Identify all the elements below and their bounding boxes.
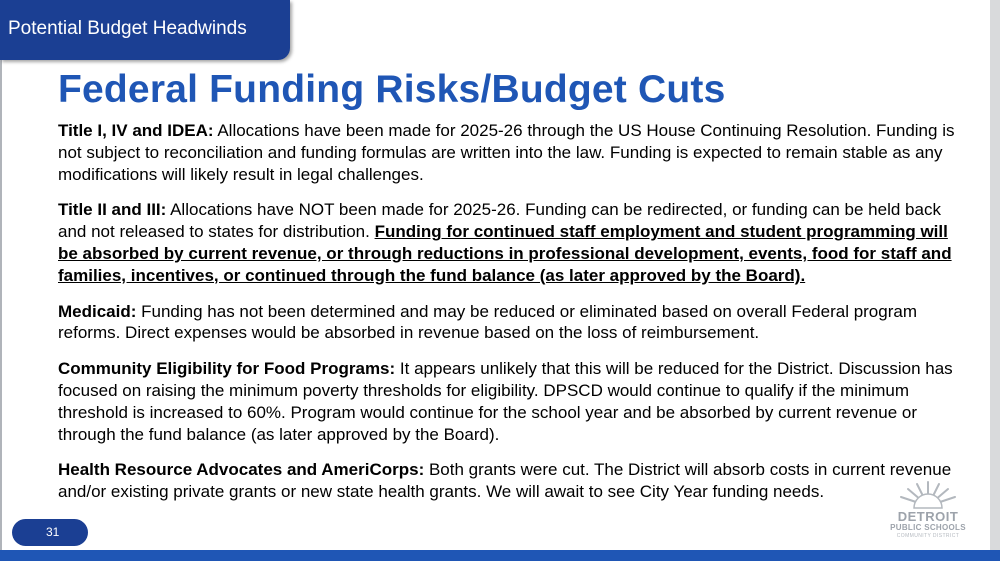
- paragraph-title-i-iv-idea: [58, 120, 958, 185]
- paragraph-emphasis: Funding for continued staff employment and student programming will be absorbed by current revenue, or through reductions in professional development, events, food for staff and families, incentives, or continued through the fund balance (as later approved by the Board).: [58, 222, 952, 285]
- district-logo: [880, 478, 976, 544]
- paragraph-text: It appears unlikely that this will be reduced for the District. Discussion has focused on raising the minimum poverty thresholds for eligibility. DPSCD would continue to qualify if the minimum threshold is increased to 60%. Program would continue for the school year and be absorbed by current revenue or through the fund balance (as later approved by the Board).: [58, 359, 953, 444]
- paragraph-label: Medicaid:: [58, 301, 137, 321]
- section-tab-label: Potential Budget Headwinds: [8, 18, 247, 39]
- bottom-accent-bar: [0, 550, 1000, 561]
- paragraph-community-eligibility: [58, 358, 958, 445]
- paragraph-title-ii-iii: [58, 199, 958, 286]
- logo-subname: PUBLIC SCHOOLS: [890, 523, 966, 532]
- page-number: 31: [46, 525, 60, 539]
- slide-body: [58, 120, 958, 517]
- paragraph-label: Title I, IV and IDEA:: [58, 121, 214, 140]
- sunrise-icon: [880, 478, 976, 512]
- paragraph-label: Health Resource Advocates and AmeriCorps:: [58, 460, 425, 480]
- left-border: [0, 0, 2, 561]
- paragraph-label: Community Eligibility for Food Programs:: [58, 359, 396, 379]
- paragraph-label: Title II and III:: [58, 200, 167, 220]
- logo-name: DETROIT: [897, 509, 959, 524]
- paragraph-text: Both grants were cut. The District will absorb costs in current revenue and/or existing private grants or new state health grants. We will await to see City Year funding needs.: [58, 460, 952, 502]
- slide-title: Federal Funding Risks/Budget Cuts: [58, 68, 726, 111]
- paragraph-text: Funding has not been determined and may be reduced or eliminated based on overall Federal program reforms. Direct expenses would be absorbed in revenue based on the loss of reimbursement.: [58, 301, 917, 343]
- logo-tagline: COMMUNITY DISTRICT: [896, 533, 960, 539]
- right-scroll-edge: [990, 0, 1000, 561]
- section-tab: [0, 0, 290, 60]
- page-number-badge: [12, 519, 88, 546]
- paragraph-text: Allocations have been made for 2025-26 through the US House Continuing Resolution. Funding is not subject to reconciliation and funding formulas are written into the law. Funding is expected to remain stable as any modifications will likely result in legal challenges.: [58, 121, 955, 184]
- paragraph-health-resource: [58, 459, 958, 503]
- paragraph-text: Allocations have NOT been made for 2025-26. Funding can be redirected, or funding can be held back and not released to states for distribution.: [58, 200, 941, 242]
- paragraph-medicaid: [58, 301, 958, 345]
